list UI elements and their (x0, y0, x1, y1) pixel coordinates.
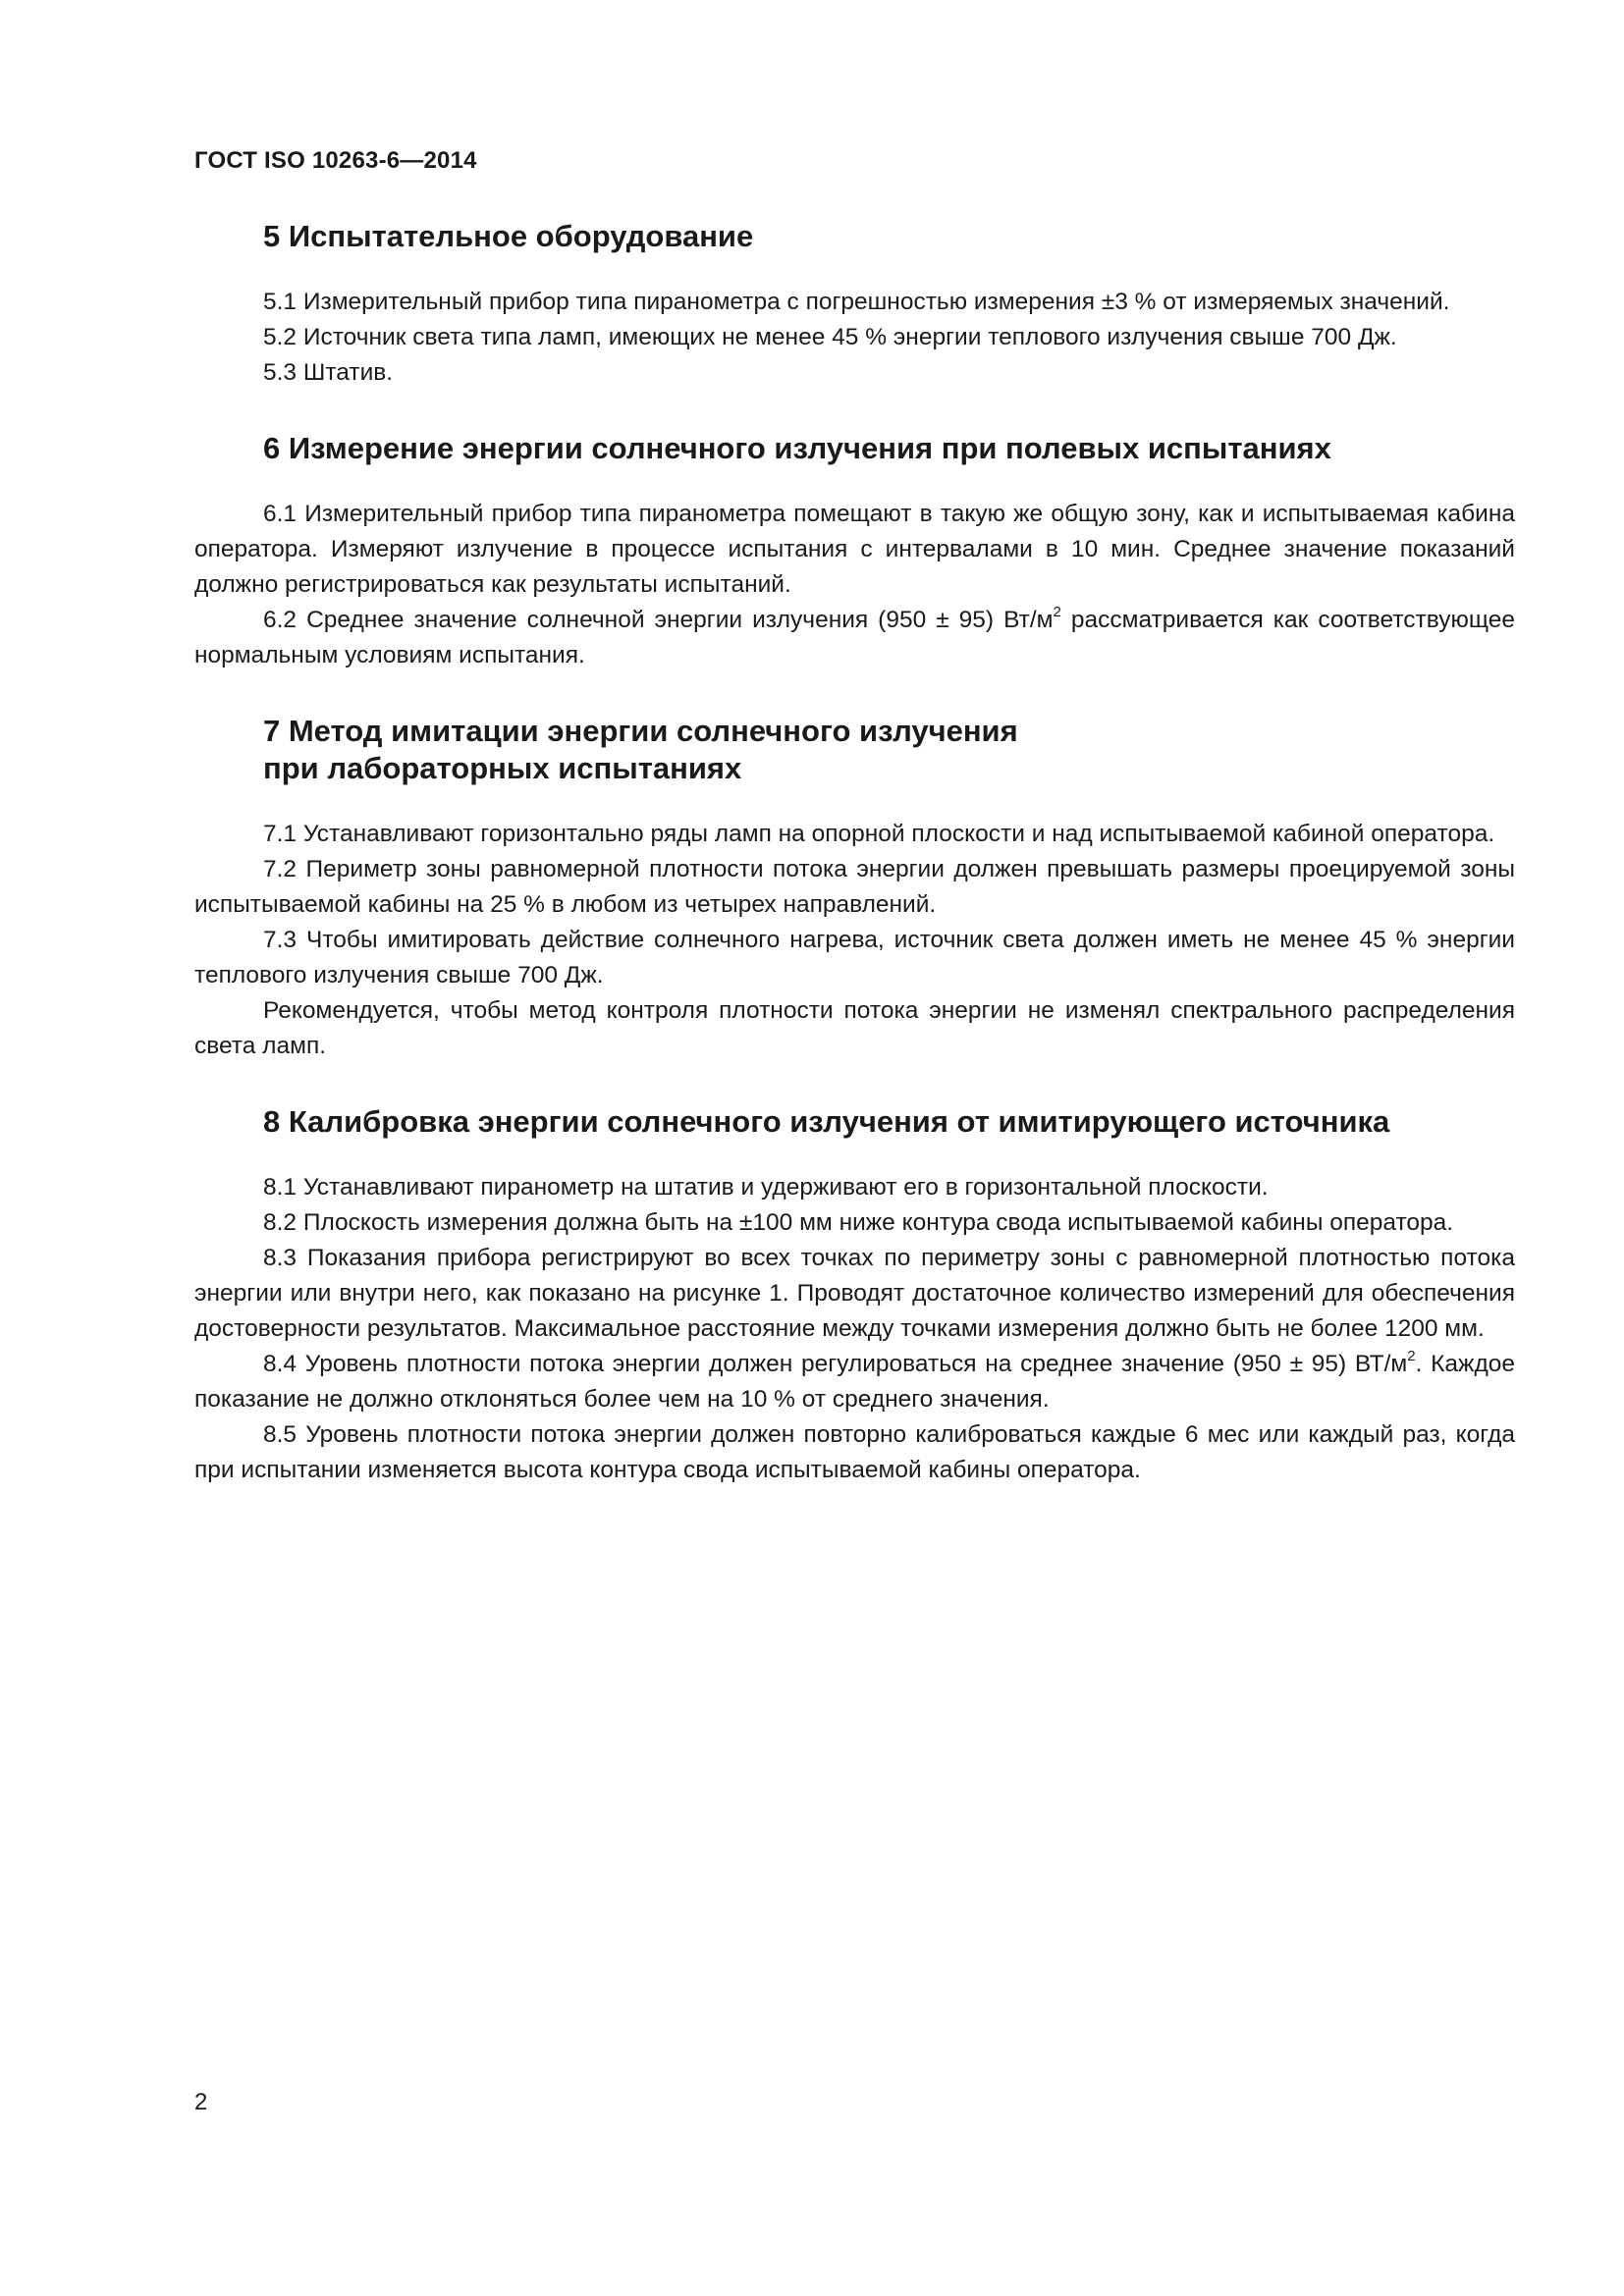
paragraph-text-before: 6.2 Среднее значение солнечной энергии излучения (950 ± 95) Вт/м (263, 607, 1054, 633)
paragraph-5-2: 5.2 Источник света типа ламп, имеющих не менее 45 % энергии теплового излучения свыше 700 Дж. (263, 324, 1397, 350)
page-number: 2 (194, 2089, 208, 2115)
paragraph-5-3: 5.3 Штатив. (263, 359, 394, 386)
paragraph-7-recommendation: Рекомендуется, чтобы метод контроля плотности потока энергии не изменял спектрального распределения света ламп. (194, 997, 1515, 1059)
section-6 (194, 430, 1515, 673)
section-title-line: 5 Испытательное оборудование (263, 219, 754, 253)
paragraph-8-4 (194, 1347, 1515, 1417)
section-title-line: 7 Метод имитации энергии солнечного излучения (263, 714, 1018, 748)
paragraph-text-after: рассматривается как соответствующее нормальным условиям испытания. (194, 607, 1516, 668)
document-body (194, 218, 1515, 1488)
section-title-line: 6 Измерение энергии солнечного излучения при полевых испытаниях (263, 431, 1331, 465)
paragraph-5-1: 5.1 Измерительный прибор типа пиранометра с погрешностью измерения ±3 % от измеряемых значений. (263, 289, 1450, 315)
paragraph-8-2: 8.2 Плоскость измерения должна быть на ±100 мм ниже контура свода испытываемой кабины оператора. (263, 1209, 1454, 1236)
paragraph-7-1: 7.1 Устанавливают горизонтально ряды ламп на опорной плоскости и над испытываемой кабиной оператора. (263, 821, 1495, 847)
paragraph-8-1: 8.1 Устанавливают пиранометр на штатив и удерживают его в горизонтальной плоскости. (263, 1174, 1269, 1201)
paragraph-7-2: 7.2 Периметр зоны равномерной плотности потока энергии должен превышать размеры проецируемой зоны испытываемой кабины на 25 % в любом из четырех направлений. (194, 856, 1515, 918)
section-title (194, 713, 1515, 787)
paragraph-8-3: 8.3 Показания прибора регистрируют во всех точках по периметру зоны с равномерной плотностью потока энергии или внутри него, как показано на рисунке 1. Проводят достаточное количество измерений для обеспечения достоверности результатов. Максимальное расстояние между точками измерения должно быть не более 1200 мм. (194, 1245, 1515, 1342)
paragraph-6-1: 6.1 Измерительный прибор типа пиранометра помещают в такую же общую зону, как и испытываемая кабина оператора. Измеряют излучение в процессе испытания с интервалами в 10 мин. Среднее значение показаний должно регистрироваться как результаты испытаний. (194, 501, 1515, 598)
document-code-header: ГОСТ ISO 10263-6—2014 (194, 147, 477, 174)
paragraph-8-5: 8.5 Уровень плотности потока энергии должен повторно калиброваться каждые 6 мес или каждый раз, когда при испытании изменяется высота контура свода испытываемой кабины оператора. (194, 1421, 1515, 1483)
section-title-line: при лабораторных испытаниях (263, 751, 742, 785)
superscript-exponent: 2 (1053, 604, 1061, 620)
section-title (194, 218, 1515, 255)
paragraph-text-after: . Каждое показание не должно отклоняться более чем на 10 % от среднего значения. (194, 1351, 1515, 1413)
section-7 (194, 713, 1515, 1064)
paragraph-text-before: 8.4 Уровень плотности потока энергии должен регулироваться на среднее значение (950 ± 95) ВТ/м (263, 1351, 1408, 1377)
superscript-exponent: 2 (1407, 1348, 1416, 1364)
section-5 (194, 218, 1515, 391)
section-title-line: 8 Калибровка энергии солнечного излучения от имитирующего источника (263, 1104, 1390, 1139)
section-title (194, 430, 1515, 467)
section-8 (194, 1103, 1515, 1488)
paragraph-7-3: 7.3 Чтобы имитировать действие солнечного нагрева, источник света должен иметь не менее 45 % энергии теплового излучения свыше 700 Дж. (194, 927, 1515, 988)
section-title (194, 1103, 1515, 1141)
paragraph-6-2 (194, 603, 1515, 673)
